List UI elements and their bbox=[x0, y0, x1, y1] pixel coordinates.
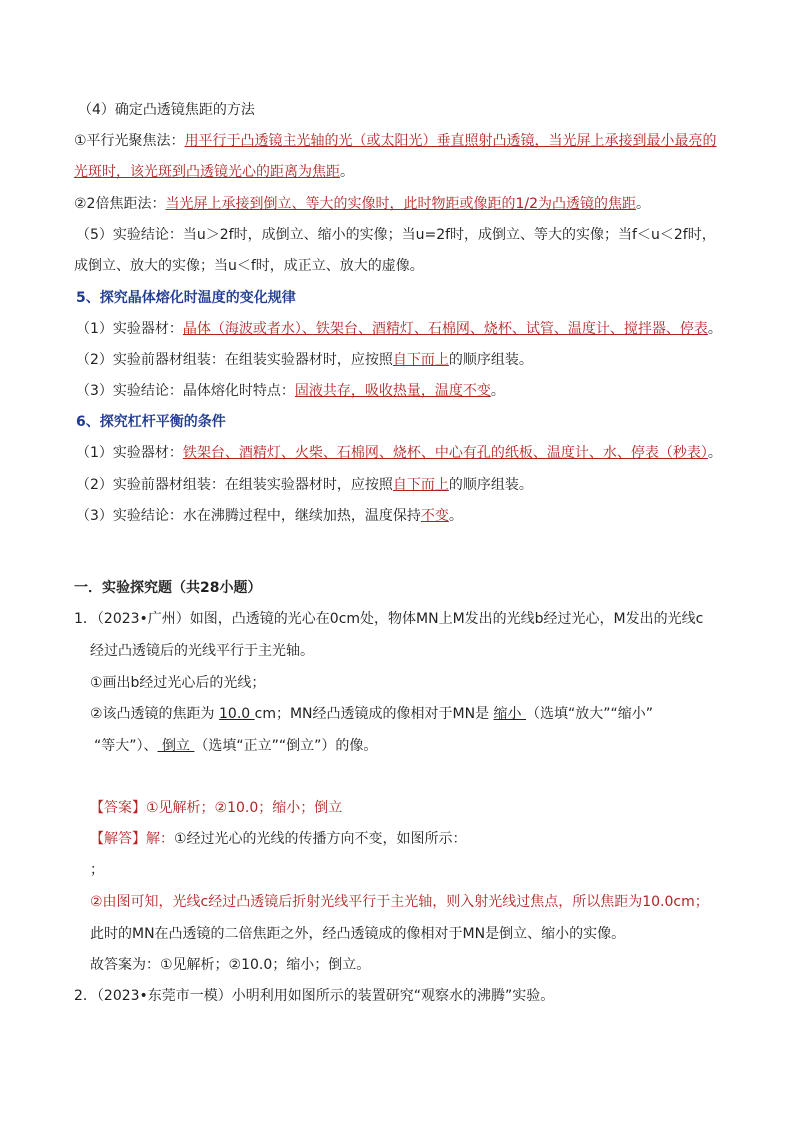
method1-line2 bbox=[74, 162, 354, 182]
q1-figure-semicolon: ； bbox=[90, 862, 104, 878]
sec6-conclusion-end: 。 bbox=[448, 508, 463, 524]
q1-solution bbox=[90, 829, 467, 849]
solution-text: ①经过光心的光线的传播方向不变，如图所示： bbox=[174, 831, 467, 847]
q1-final-answer bbox=[90, 955, 370, 975]
sec6-assembly-answer: 自下而上 bbox=[392, 477, 449, 493]
q1-blank-orientation: 倒立 bbox=[157, 738, 195, 754]
sec5-title: 5、探究晶体熔化时温度的变化规律 bbox=[76, 290, 296, 306]
sec6-assembly-end: 的顺序组装。 bbox=[448, 477, 533, 493]
q1-solution-2: ②由图可知，光线c经过凸透镜后折射光线平行于主光轴，则入射光线过焦点，所以焦距为10.0cm； bbox=[90, 894, 709, 910]
sec6-assembly bbox=[76, 475, 533, 495]
sec5-equipment-answer: 晶体（海波或者水）、铁架台、酒精灯、石棉网、烧杯、试管、温度计、搅拌器、停表 bbox=[182, 321, 708, 337]
s5-conclusion-line1: （5）实验结论：当u＞2f时，成倒立、缩小的实像；当u=2f时，成倒立、等大的实像；当f＜u＜2f时， bbox=[76, 227, 716, 243]
q1-blank-size: 缩小 bbox=[493, 706, 526, 722]
q1-solution-3: 此时的MN在凸透镜的二倍焦距之外，经凸透镜成的像相对于MN是倒立、缩小的实像。 bbox=[90, 926, 626, 942]
q1-blank-focal: 10.0 bbox=[219, 706, 255, 722]
answer-text: ①见解析；②10.0；缩小；倒立 bbox=[146, 800, 343, 816]
sec5-equipment bbox=[76, 319, 722, 339]
sec6-assembly-label: （2）实验前器材组装：在组装实验器材时，应按照 bbox=[76, 477, 393, 493]
s5-conclusion-line2: 成倒立、放大的实像；当u＜f时，成正立、放大的虚像。 bbox=[74, 258, 424, 274]
final-answer-label: 故答案为： bbox=[90, 957, 160, 973]
sec6-conclusion bbox=[76, 506, 463, 526]
method1-end: 。 bbox=[340, 164, 354, 180]
final-answer-text: ①见解析；②10.0；缩小；倒立。 bbox=[160, 957, 371, 973]
method2-answer: 当光屏上承接到倒立、等大的实像时，此时物距或像距的1/2为凸透镜的焦距 bbox=[165, 196, 636, 212]
solution-label: 【解答】 bbox=[90, 831, 146, 847]
sec5-assembly bbox=[76, 350, 533, 370]
sec5-equipment-label: （1）实验器材： bbox=[76, 321, 183, 337]
q1-line4 bbox=[90, 704, 653, 724]
q1-line5 bbox=[94, 736, 377, 756]
method2-label: ②2倍焦距法： bbox=[74, 196, 166, 212]
sec5-conclusion-end: 。 bbox=[490, 383, 505, 399]
sec6-title: 6、探究杠杆平衡的条件 bbox=[76, 414, 226, 430]
q1-l4-c: （选填“放大”“缩小” bbox=[526, 706, 654, 722]
sec6-conclusion-answer: 不变 bbox=[420, 508, 449, 524]
method1-label: ①平行光聚焦法： bbox=[74, 133, 185, 149]
sec6-equipment-end: 。 bbox=[707, 445, 722, 461]
q2-line1: 2．（2023•东莞市一模）小明利用如图所示的装置研究“观察水的沸腾”实验。 bbox=[74, 988, 555, 1004]
q1-line2: 经过凸透镜后的光线平行于主光轴。 bbox=[90, 643, 314, 659]
method2-line bbox=[74, 194, 650, 214]
q1-answer bbox=[90, 798, 342, 818]
part1-title: 一．实验探究题（共28小题） bbox=[74, 580, 262, 596]
sec5-conclusion-answer: 固液共存，吸收热量，温度不变 bbox=[294, 383, 491, 399]
method1-line1 bbox=[74, 131, 717, 151]
method1-answer-a: 用平行于凸透镜主光轴的光（或太阳光）垂直照射凸透镜，当光屏上承接到最小最亮的 bbox=[184, 133, 717, 149]
sec5-assembly-answer: 自下而上 bbox=[392, 352, 449, 368]
sec5-assembly-end: 的顺序组装。 bbox=[448, 352, 533, 368]
q1-line3: ①画出b经过光心后的光线； bbox=[90, 675, 266, 691]
q1-l4-b: cm；MN经凸透镜成的像相对于MN是 bbox=[254, 706, 490, 722]
sec5-conclusion bbox=[76, 381, 505, 401]
answer-label: 【答案】 bbox=[90, 800, 146, 816]
sec6-equipment bbox=[76, 443, 722, 463]
q1-line1: 1．（2023•广州）如图，凸透镜的光心在0cm处，物体MN上M发出的光线b经过光心，M发出的光线c bbox=[74, 611, 704, 627]
method2-end: 。 bbox=[636, 196, 650, 212]
sec5-conclusion-label: （3）实验结论：晶体熔化时特点： bbox=[76, 383, 295, 399]
q1-l4-a: ②该凸透镜的焦距为 bbox=[90, 706, 215, 722]
sec6-conclusion-label: （3）实验结论：水在沸腾过程中，继续加热，温度保持 bbox=[76, 508, 421, 524]
sec6-equipment-answer: 铁架台、酒精灯、火柴、石棉网、烧杯、中心有孔的纸板、温度计、水、停表（秒表） bbox=[182, 445, 708, 461]
sec5-assembly-label: （2）实验前器材组装：在组装实验器材时，应按照 bbox=[76, 352, 393, 368]
s4-title: （4）确定凸透镜焦距的方法 bbox=[78, 102, 255, 118]
method1-answer-b: 光斑时，该光斑到凸透镜光心的距离为焦距 bbox=[74, 164, 340, 180]
sec5-equipment-end: 。 bbox=[707, 321, 722, 337]
q1-l5-a: “等大”）、 bbox=[94, 738, 158, 754]
solution-prefix: 解： bbox=[146, 831, 174, 847]
q1-l5-b: （选填“正立”“倒立”）的像。 bbox=[194, 738, 378, 754]
sec6-equipment-label: （1）实验器材： bbox=[76, 445, 183, 461]
